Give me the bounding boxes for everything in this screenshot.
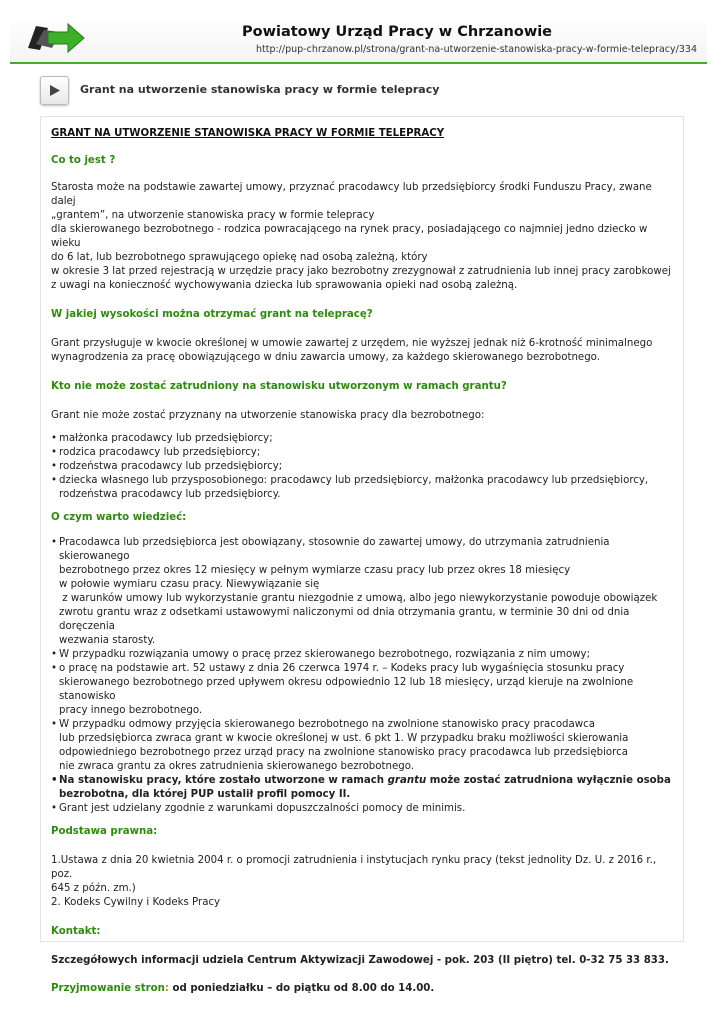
list-item: [51, 662, 675, 718]
text-line: „grantem”, na utworzenie stanowiska pracy w formie telepracy: [51, 210, 375, 221]
list-item-line: w połowie wymiaru czasu pracy. Niewywiązanie się: [59, 579, 320, 590]
arrow-button[interactable]: [40, 76, 69, 105]
text-line: 2. Kodeks Cywilny i Kodeks Pracy: [51, 897, 221, 908]
list-item: • Grant jest udzielany zgodnie z warunkami dopuszczalności pomocy de minimis.: [51, 802, 675, 816]
list-item-line: zwrotu grantu wraz z odsetkami ustawowymi naliczonymi od dnia otrzymania grantu, w terminie 30 dni od dnia doręczenia: [59, 607, 630, 632]
page-url[interactable]: http://pup-chrzanow.pl/strona/grant-na-utworzenie-stanowiska-pracy-w-formie-telepracy/334: [255, 44, 697, 55]
exclusion-list: [51, 432, 675, 502]
site-title: Powiatowy Urząd Pracy w Chrzanowie: [241, 24, 553, 40]
text-line: dla skierowanego bezrobotnego - rodzica powracającego na rynek pracy, posiadającego co najmniej jedno dziecko w wieku: [51, 224, 648, 249]
worth-knowing-list: [51, 536, 675, 816]
play-arrow-icon: [48, 84, 61, 97]
office-hours-colon: :: [164, 983, 169, 994]
section-heading-who: Kto nie może zostać zatrudniony na stanowisku utworzonym w ramach grantu?: [51, 381, 507, 392]
office-hours-value: od poniedziałku – do piątku od 8.00 do 14.00.: [168, 983, 435, 994]
list-item-text: może zostać zatrudniona wyłącznie osoba: [426, 775, 671, 786]
text-line: do 6 lat, lub bezrobotnego sprawującego opiekę nad osobą zależną, który: [51, 252, 428, 263]
list-item: • W przypadku rozwiązania umowy o pracę przez skierowanego bezrobotnego, rozwiązania z nim umowy;: [51, 648, 675, 662]
section-heading-worth-knowing: O czym warto wiedzieć:: [51, 512, 187, 523]
text-line: 1.Ustawa z dnia 20 kwietnia 2004 r. o promocji zatrudnienia i instytucjach rynku pracy (tekst jednolity Dz. U. z 2016 r., poz.: [51, 855, 657, 880]
site-header: [10, 14, 707, 64]
page-title-row: [40, 76, 680, 104]
list-item: • rodzica pracodawcy lub przedsiębiorcy;: [51, 446, 675, 460]
section-what-text: [51, 181, 675, 293]
list-item: [51, 718, 675, 774]
section-heading-legal-basis: Podstawa prawna:: [51, 826, 158, 837]
list-item: [51, 536, 675, 648]
list-item-emphasis: grantu: [387, 775, 427, 786]
list-item-line: lub przedsiębiorca zwraca grant w kwocie określonej w ust. 6 pkt 1. W przypadku braku możliwości skierowania: [59, 733, 629, 744]
list-item-line: skierowanego bezrobotnego przed upływem okresu odpowiednio 12 lub 18 miesięcy, urząd kieruje na zwolnione stanowisko: [59, 677, 634, 702]
list-item-line: rodzeństwa pracodawcy lub przedsiębiorcy.: [59, 489, 281, 500]
text-line: w okresie 3 lat przed rejestracją w urzędzie pracy jako bezrobotny zrezygnował z zatrudnienia lub innej pracy zarobkowej: [51, 266, 671, 277]
list-item: [51, 774, 675, 802]
list-item-line: nie zwraca grantu za okres zatrudnienia skierowanego bezrobotnego.: [59, 761, 414, 772]
contact-info: Szczegółowych informacji udziela Centrum Aktywizacji Zawodowej - pok. 203 (II piętro) tel. 0-32 75 33 833.: [51, 955, 669, 966]
text-line: wynagrodzenia za pracę obowiązującego w dniu zawarcia umowy, za każdego skierowanego bezrobotnego.: [51, 352, 600, 363]
list-item-line: wezwania starosty.: [59, 635, 156, 646]
list-item-line: pracy innego bezrobotnego.: [59, 705, 203, 716]
list-item-line: bezrobotna, dla której PUP ustalił profil pomocy II.: [59, 789, 351, 800]
section-heading-amount: W jakiej wysokości można otrzymać grant na telepracę?: [51, 309, 373, 320]
text-line: z uwagi na konieczność wychowywania dziecka lub sprawowania opieki nad osobą zależną.: [51, 280, 518, 291]
office-hours-label: Przyjmowanie stron: [51, 983, 165, 994]
text-line: Grant przysługuje w kwocie określonej w umowie zawartej z urzędem, nie wyższej jednak niż 6-krotność minimalnego: [51, 338, 653, 349]
text-line: 645 z późn. zm.): [51, 883, 136, 894]
list-item: • małżonka pracodawcy lub przedsiębiorcy;: [51, 432, 675, 446]
list-item-line: Pracodawca lub przedsiębiorca jest obowiązany, stosownie do zawartej umowy, do utrzymania zatrudnienia skierowanego: [59, 537, 610, 562]
list-item-line: o pracę na podstawie art. 52 ustawy z dnia 26 czerwca 1974 r. – Kodeks pracy lub wygaśnięcia stosunku pracy: [59, 663, 625, 674]
main-heading: GRANT NA UTWORZENIE STANOWISKA PRACY W FORMIE TELEPRACY: [51, 128, 445, 139]
page-title: Grant na utworzenie stanowiska pracy w formie telepracy: [80, 83, 440, 96]
section-legal-basis-text: [51, 854, 675, 910]
section-heading-what: Co to jest ?: [51, 155, 116, 166]
office-hours: [51, 982, 675, 996]
list-item: [51, 474, 675, 502]
article-content: [51, 127, 675, 996]
list-item-line: dziecka własnego lub przysposobionego: pracodawcy lub przedsiębiorcy, małżonka pracodawcy lub przedsiębiorcy,: [59, 475, 649, 486]
list-item-text: Na stanowisku pracy, które zostało utworzone w ramach: [59, 775, 388, 786]
list-item-line: odpowiedniego bezrobotnego przez urząd pracy na zwolnione stanowisko pracy pracodawca lub przedsiębiorca: [59, 747, 628, 758]
list-item-line: bezrobotnego przez okres 12 miesięcy w pełnym wymiarze czasu pracy lub przez okres 18 miesięcy: [59, 565, 571, 576]
list-item-line: W przypadku odmowy przyjęcia skierowanego bezrobotnego na zwolnione stanowisko pracy pracodawca: [59, 719, 595, 730]
section-heading-contact: Kontakt:: [51, 926, 101, 937]
list-item-line: z warunków umowy lub wykorzystanie grantu niezgodnie z umową, albo jego niewykorzystanie powoduje obowiązek: [59, 593, 658, 604]
section-amount-text: [51, 337, 675, 365]
list-item: • rodzeństwa pracodawcy lub przedsiębiorcy;: [51, 460, 675, 474]
section-who-intro: Grant nie może zostać przyznany na utworzenie stanowiska pracy dla bezrobotnego:: [51, 410, 485, 421]
text-line: Starosta może na podstawie zawartej umowy, przyznać pracodawcy lub przedsiębiorcy środki Funduszu Pracy, zwane dalej: [51, 182, 652, 207]
article-box: [40, 116, 684, 994]
